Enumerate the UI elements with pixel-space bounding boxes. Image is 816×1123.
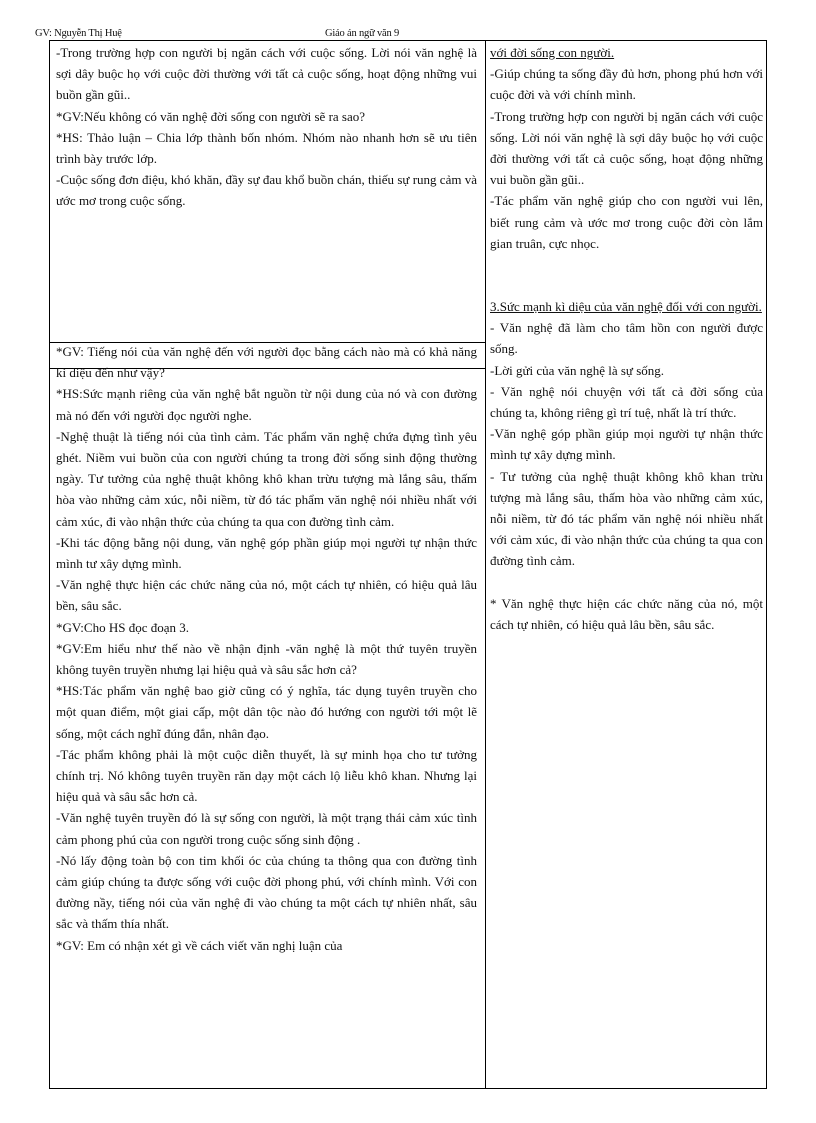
paragraph: -Khi tác động bằng nội dung, văn nghệ góp phần giúp mọi người tự nhận thức mình tư xây dựng mình. bbox=[56, 534, 477, 572]
paragraph: -Trong trường hợp con người bị ngăn cách với cuộc sống. Lời nói văn nghệ là sợi dây buộc họ với cuộc đời thường với tất cả cuộc sống, hoạt động những vui buồn gần gũi.. bbox=[56, 45, 477, 103]
paragraph: *GV:Em hiểu như thế nào về nhận định -văn nghệ là một thứ tuyên truyền không tuyên truyền nhưng lại hiệu quả và sâu sắc hơn cả? bbox=[56, 640, 477, 678]
paragraph: -Văn nghệ góp phần giúp mọi người tự nhận thức mình tự xây dựng mình. bbox=[490, 426, 763, 463]
activity-column-bottom bbox=[56, 341, 477, 956]
paragraph: -Văn nghệ tuyên truyền đó là sự sống con người, là một trạng thái cảm xúc tình cảm phong phú của con người trong cuộc sống sinh động . bbox=[56, 810, 477, 847]
paragraph: -Giúp chúng ta sống đầy đủ hơn, phong phú hơn với cuộc đời và với chính mình. bbox=[490, 66, 763, 103]
paragraph: - Văn nghệ nói chuyện với tất cả đời sống của chúng ta, không riêng gì trí tuệ, nhất là trí thức. bbox=[490, 383, 763, 421]
paragraph: - Tư tưởng của nghệ thuật không khô khan trừu tượng mà lắng sâu, thấm hòa vào những cảm xúc, nỗi niềm, từ đó tác phẩm văn nghệ nói nhiều nhất với cảm xúc, đi vào nhận thức của chúng ta qua con đường tình cảm. bbox=[490, 468, 763, 569]
paragraph: -Trong trường hợp con người bị ngăn cách với cuộc sống. Lời nói văn nghệ là sợi dây buộc họ với cuộc đời thường với tất cả cuộc sống, hoạt động những vui buồn gần gũi.. bbox=[490, 108, 763, 188]
paragraph: *HS:Tác phẩm văn nghệ bao giờ cũng có ý nghĩa, tác dụng tuyên truyền cho một quan điểm, một giai cấp, một dân tộc nào đó hướng con người tới một lẽ sống, một cách nghĩ đúng đắn, nhân đạo. bbox=[56, 683, 477, 741]
teacher-name: GV: Nguyễn Thị Huệ bbox=[35, 28, 122, 39]
paragraph: -Lời gửi của văn nghệ là sự sống. bbox=[490, 362, 665, 378]
paragraph: -Tác phẩm văn nghệ giúp cho con người vui lên, biết rung cảm và ước mơ trong cuộc đời còn lắm gian truân, cực nhọc. bbox=[490, 193, 763, 251]
paragraph: -Nó lấy động toàn bộ con tim khối óc của chúng ta thông qua con đường tình cảm giúp chúng ta được sống với cuộc đời phong phú, với chính mình. Với con đường nầy, tiếng nói của văn nghệ đi vào chúng ta một cách tự nhiên nhất, sâu sắc và thấm thía nhất. bbox=[56, 852, 477, 932]
paragraph: *GV: Em có nhận xét gì về cách viết văn nghị luận của bbox=[56, 937, 343, 953]
paragraph: *GV: Tiếng nói của văn nghệ đến với người đọc bằng cách nào mà có khả năng kì diệu đến như vậy? bbox=[56, 344, 477, 381]
paragraph: *HS: Thảo luận – Chia lớp thành bốn nhóm. Nhóm nào nhanh hơn sẽ ưu tiên trình bày trước lớp. bbox=[56, 129, 477, 167]
section-heading: với đời sống con người. bbox=[490, 45, 615, 60]
paragraph: *GV:Nếu không có văn nghệ đời sống con người sẽ ra sao? bbox=[56, 108, 366, 124]
paragraph: -Văn nghệ thực hiện các chức năng của nó, một cách tự nhiên, có hiệu quả lâu bền, sâu sắc. bbox=[56, 577, 477, 614]
activity-column-top bbox=[56, 42, 477, 212]
paragraph: *HS:Sức mạnh riêng của văn nghệ bắt nguồn từ nội dung của nó và con đường mà nó đến với người đọc người nghe. bbox=[56, 386, 477, 423]
paragraph: -Cuộc sống đơn điệu, khó khăn, đầy sự đau khổ buồn chán, thiếu sự rung cảm và ước mơ trong cuộc sống. bbox=[56, 172, 477, 209]
paragraph: *GV:Cho HS đọc đoạn 3. bbox=[56, 619, 190, 635]
lesson-table bbox=[49, 40, 767, 1089]
column-divider bbox=[485, 41, 486, 1088]
subject-title: Giáo án ngữ văn 9 bbox=[325, 28, 400, 39]
paragraph: - Văn nghệ đã làm cho tâm hồn con người được sống. bbox=[490, 320, 763, 357]
paragraph: -Nghệ thuật là tiếng nói của tình cảm. Tác phẩm văn nghệ chứa đựng tình yêu ghét. Niềm vui buồn của con người chúng ta trong đời sống sinh động thường ngày. Tư tưởng của nghệ thuật không khô khan trừu tượng mà lắng sâu, thấm hòa vào những cảm xúc, nỗi niềm, từ đó tác phẩm văn nghệ nói nhiều nhất với cảm xúc, đi vào nhận thức của chúng ta qua con đường tình cảm. bbox=[56, 428, 477, 529]
content-column bbox=[490, 42, 763, 635]
paragraph: -Tác phẩm không phải là một cuộc diễn thuyết, là sự minh họa cho tư tưởng chính trị. Nó không tuyên truyền răn dạy một cách lộ liễu khô khan. Nhưng lại hiệu quả và sâu sắc hơn cả. bbox=[56, 746, 477, 805]
note-paragraph: * Văn nghệ thực hiện các chức năng của nó, một cách tự nhiên, có hiệu quả lâu bền, sâu sắc. bbox=[490, 595, 763, 632]
section-heading: 3.Sức mạnh kì diệu của văn nghệ đối với con người. bbox=[490, 299, 762, 315]
